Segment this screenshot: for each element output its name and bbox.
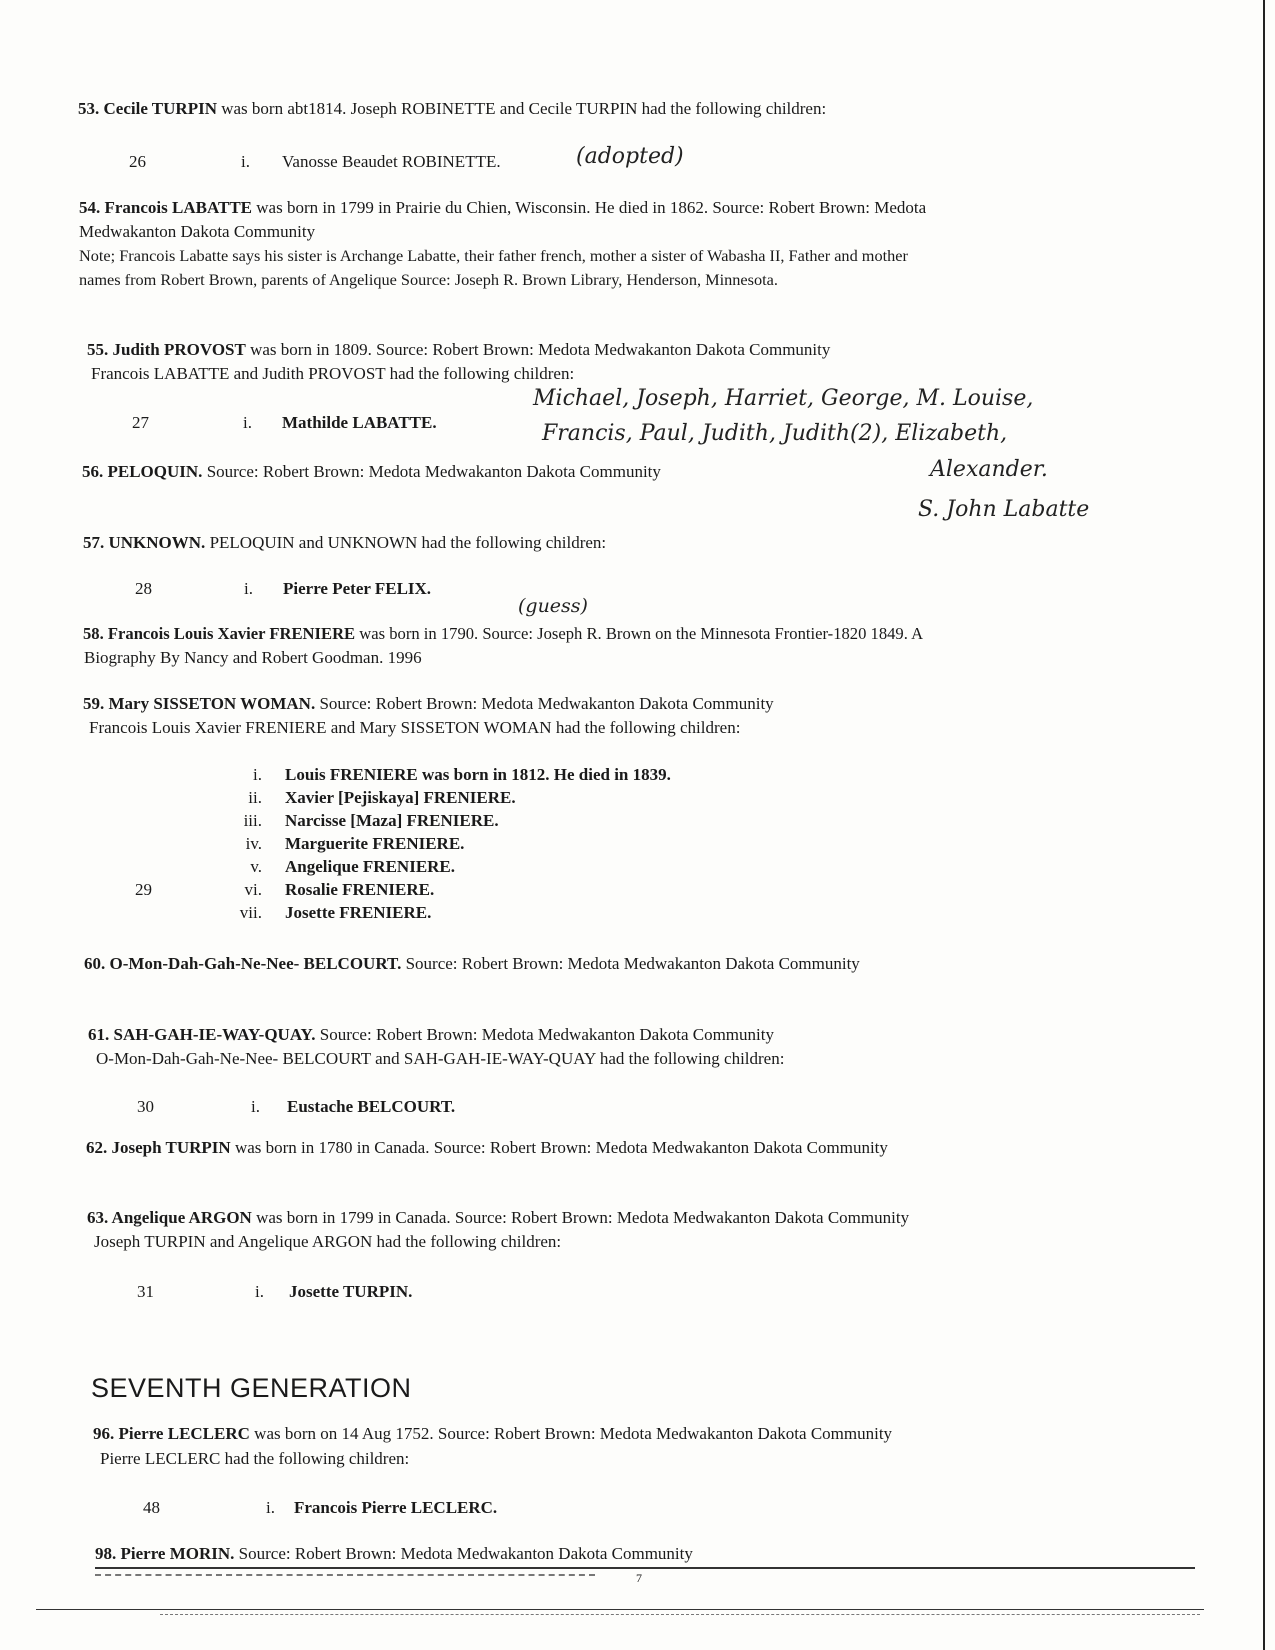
entry-96-line2: Pierre LECLERC had the following children:	[100, 1449, 410, 1468]
child-number: 48	[143, 1498, 160, 1517]
entry-55: 55. Judith PROVOST was born in 1809. Source: Robert Brown: Medota Medwakanton Dakota Community	[87, 340, 831, 359]
entry-96: 96. Pierre LECLERC was born on 14 Aug 1752. Source: Robert Brown: Medota Medwakanton Dakota Community	[93, 1424, 893, 1443]
entry-54: 54. Francois LABATTE was born in 1799 in Prairie du Chien, Wisconsin. He died in 1862. Source: Robert Brown: Medota	[79, 198, 927, 217]
handwritten-children-line2: Francis, Paul, Judith, Judith(2), Elizabeth,	[542, 421, 1008, 446]
bottom-dash	[160, 1614, 1200, 1615]
entry-58: 58. Francois Louis Xavier FRENIERE was born in 1790. Source: Joseph R. Brown on the Minnesota Frontier-1820 1849. A	[83, 624, 924, 643]
entry-54-note: Note; Francois Labatte says his sister is Archange Labatte, their father french, mother a sister of Wabasha II, Father and mother	[79, 246, 908, 265]
child-name: Eustache BELCOURT.	[287, 1097, 456, 1116]
child-roman: vii.	[239, 903, 262, 922]
child-roman: vi.	[244, 880, 262, 899]
child-number: 26	[129, 152, 146, 171]
handwritten-note-adopted: (adopted)	[576, 144, 684, 169]
child-roman: i.	[251, 1097, 260, 1116]
child-roman: ii.	[248, 788, 262, 807]
child-name: Rosalie FRENIERE.	[285, 880, 435, 899]
entry-54-line2: Medwakanton Dakota Community	[79, 222, 316, 241]
child-number: 27	[132, 413, 149, 432]
child-name: Vanosse Beaudet ROBINETTE.	[282, 152, 501, 171]
entry-56: 56. PELOQUIN. Source: Robert Brown: Medota Medwakanton Dakota Community	[82, 462, 661, 481]
child-name: Angelique FRENIERE.	[285, 857, 456, 876]
child-name: Xavier [Pejiskaya] FRENIERE.	[285, 788, 516, 807]
child-name: Josette FRENIERE.	[285, 903, 432, 922]
child-number: 28	[135, 579, 152, 598]
handwritten-children-line3: Alexander.	[930, 457, 1048, 482]
child-roman: iii.	[243, 811, 262, 830]
child-number: 30	[137, 1097, 154, 1116]
child-name: Francois Pierre LECLERC.	[294, 1498, 498, 1517]
entry-54-note2: names from Robert Brown, parents of Angelique Source: Joseph R. Brown Library, Henderson, Minnesota.	[79, 270, 778, 289]
child-roman: i.	[266, 1498, 275, 1517]
child-roman: iv.	[245, 834, 262, 853]
entry-59-line2: Francois Louis Xavier FRENIERE and Mary SISSETON WOMAN had the following children:	[89, 718, 741, 737]
child-name: Marguerite FRENIERE.	[285, 834, 465, 853]
child-roman: v.	[250, 857, 262, 876]
entry-58-line2: Biography By Nancy and Robert Goodman. 1996	[84, 648, 422, 667]
child-name: Pierre Peter FELIX.	[283, 579, 432, 598]
entry-60: 60. O-Mon-Dah-Gah-Ne-Nee- BELCOURT. Source: Robert Brown: Medota Medwakanton Dakota Community	[84, 954, 860, 973]
child-name: Louis FRENIERE was born in 1812. He died in 1839.	[285, 765, 671, 784]
child-name: Mathilde LABATTE.	[282, 413, 437, 432]
child-roman: i.	[253, 765, 262, 784]
entry-61-line2: O-Mon-Dah-Gah-Ne-Nee- BELCOURT and SAH-GAH-IE-WAY-QUAY had the following children:	[96, 1049, 785, 1068]
entry-61: 61. SAH-GAH-IE-WAY-QUAY. Source: Robert Brown: Medota Medwakanton Dakota Community	[88, 1025, 774, 1044]
bottom-rule	[36, 1609, 1204, 1610]
generation-heading: SEVENTH GENERATION	[91, 1373, 412, 1403]
child-number: 29	[135, 880, 152, 899]
child-name: Narcisse [Maza] FRENIERE.	[285, 811, 499, 830]
child-number: 31	[137, 1282, 154, 1301]
entry-53: 53. Cecile TURPIN was born abt1814. Joseph ROBINETTE and Cecile TURPIN had the following children:	[78, 99, 827, 118]
page-edge-line	[1263, 0, 1265, 1650]
child-roman: i.	[243, 413, 252, 432]
entry-55-line2: Francois LABATTE and Judith PROVOST had the following children:	[91, 364, 575, 383]
child-name: Josette TURPIN.	[289, 1282, 413, 1301]
entry-57: 57. UNKNOWN. PELOQUIN and UNKNOWN had the following children:	[83, 533, 607, 552]
entry-62: 62. Joseph TURPIN was born in 1780 in Canada. Source: Robert Brown: Medota Medwakanton Dakota Community	[86, 1138, 888, 1157]
child-roman: i.	[241, 152, 250, 171]
page-number: 7	[636, 1571, 642, 1585]
handwritten-children-line1: Michael, Joseph, Harriet, George, M. Louise,	[533, 386, 1034, 411]
child-roman: i.	[255, 1282, 264, 1301]
footer-dash	[95, 1574, 595, 1576]
handwritten-children-line4: S. John Labatte	[918, 497, 1090, 522]
child-roman: i.	[244, 579, 253, 598]
entry-63: 63. Angelique ARGON was born in 1799 in Canada. Source: Robert Brown: Medota Medwakanton Dakota Community	[87, 1208, 910, 1227]
footer-rule	[95, 1567, 1195, 1569]
entry-98: 98. Pierre MORIN. Source: Robert Brown: Medota Medwakanton Dakota Community	[95, 1544, 693, 1563]
entry-59: 59. Mary SISSETON WOMAN. Source: Robert Brown: Medota Medwakanton Dakota Community	[83, 694, 774, 713]
entry-63-line2: Joseph TURPIN and Angelique ARGON had the following children:	[94, 1232, 562, 1251]
handwritten-guess: (guess)	[518, 595, 588, 617]
